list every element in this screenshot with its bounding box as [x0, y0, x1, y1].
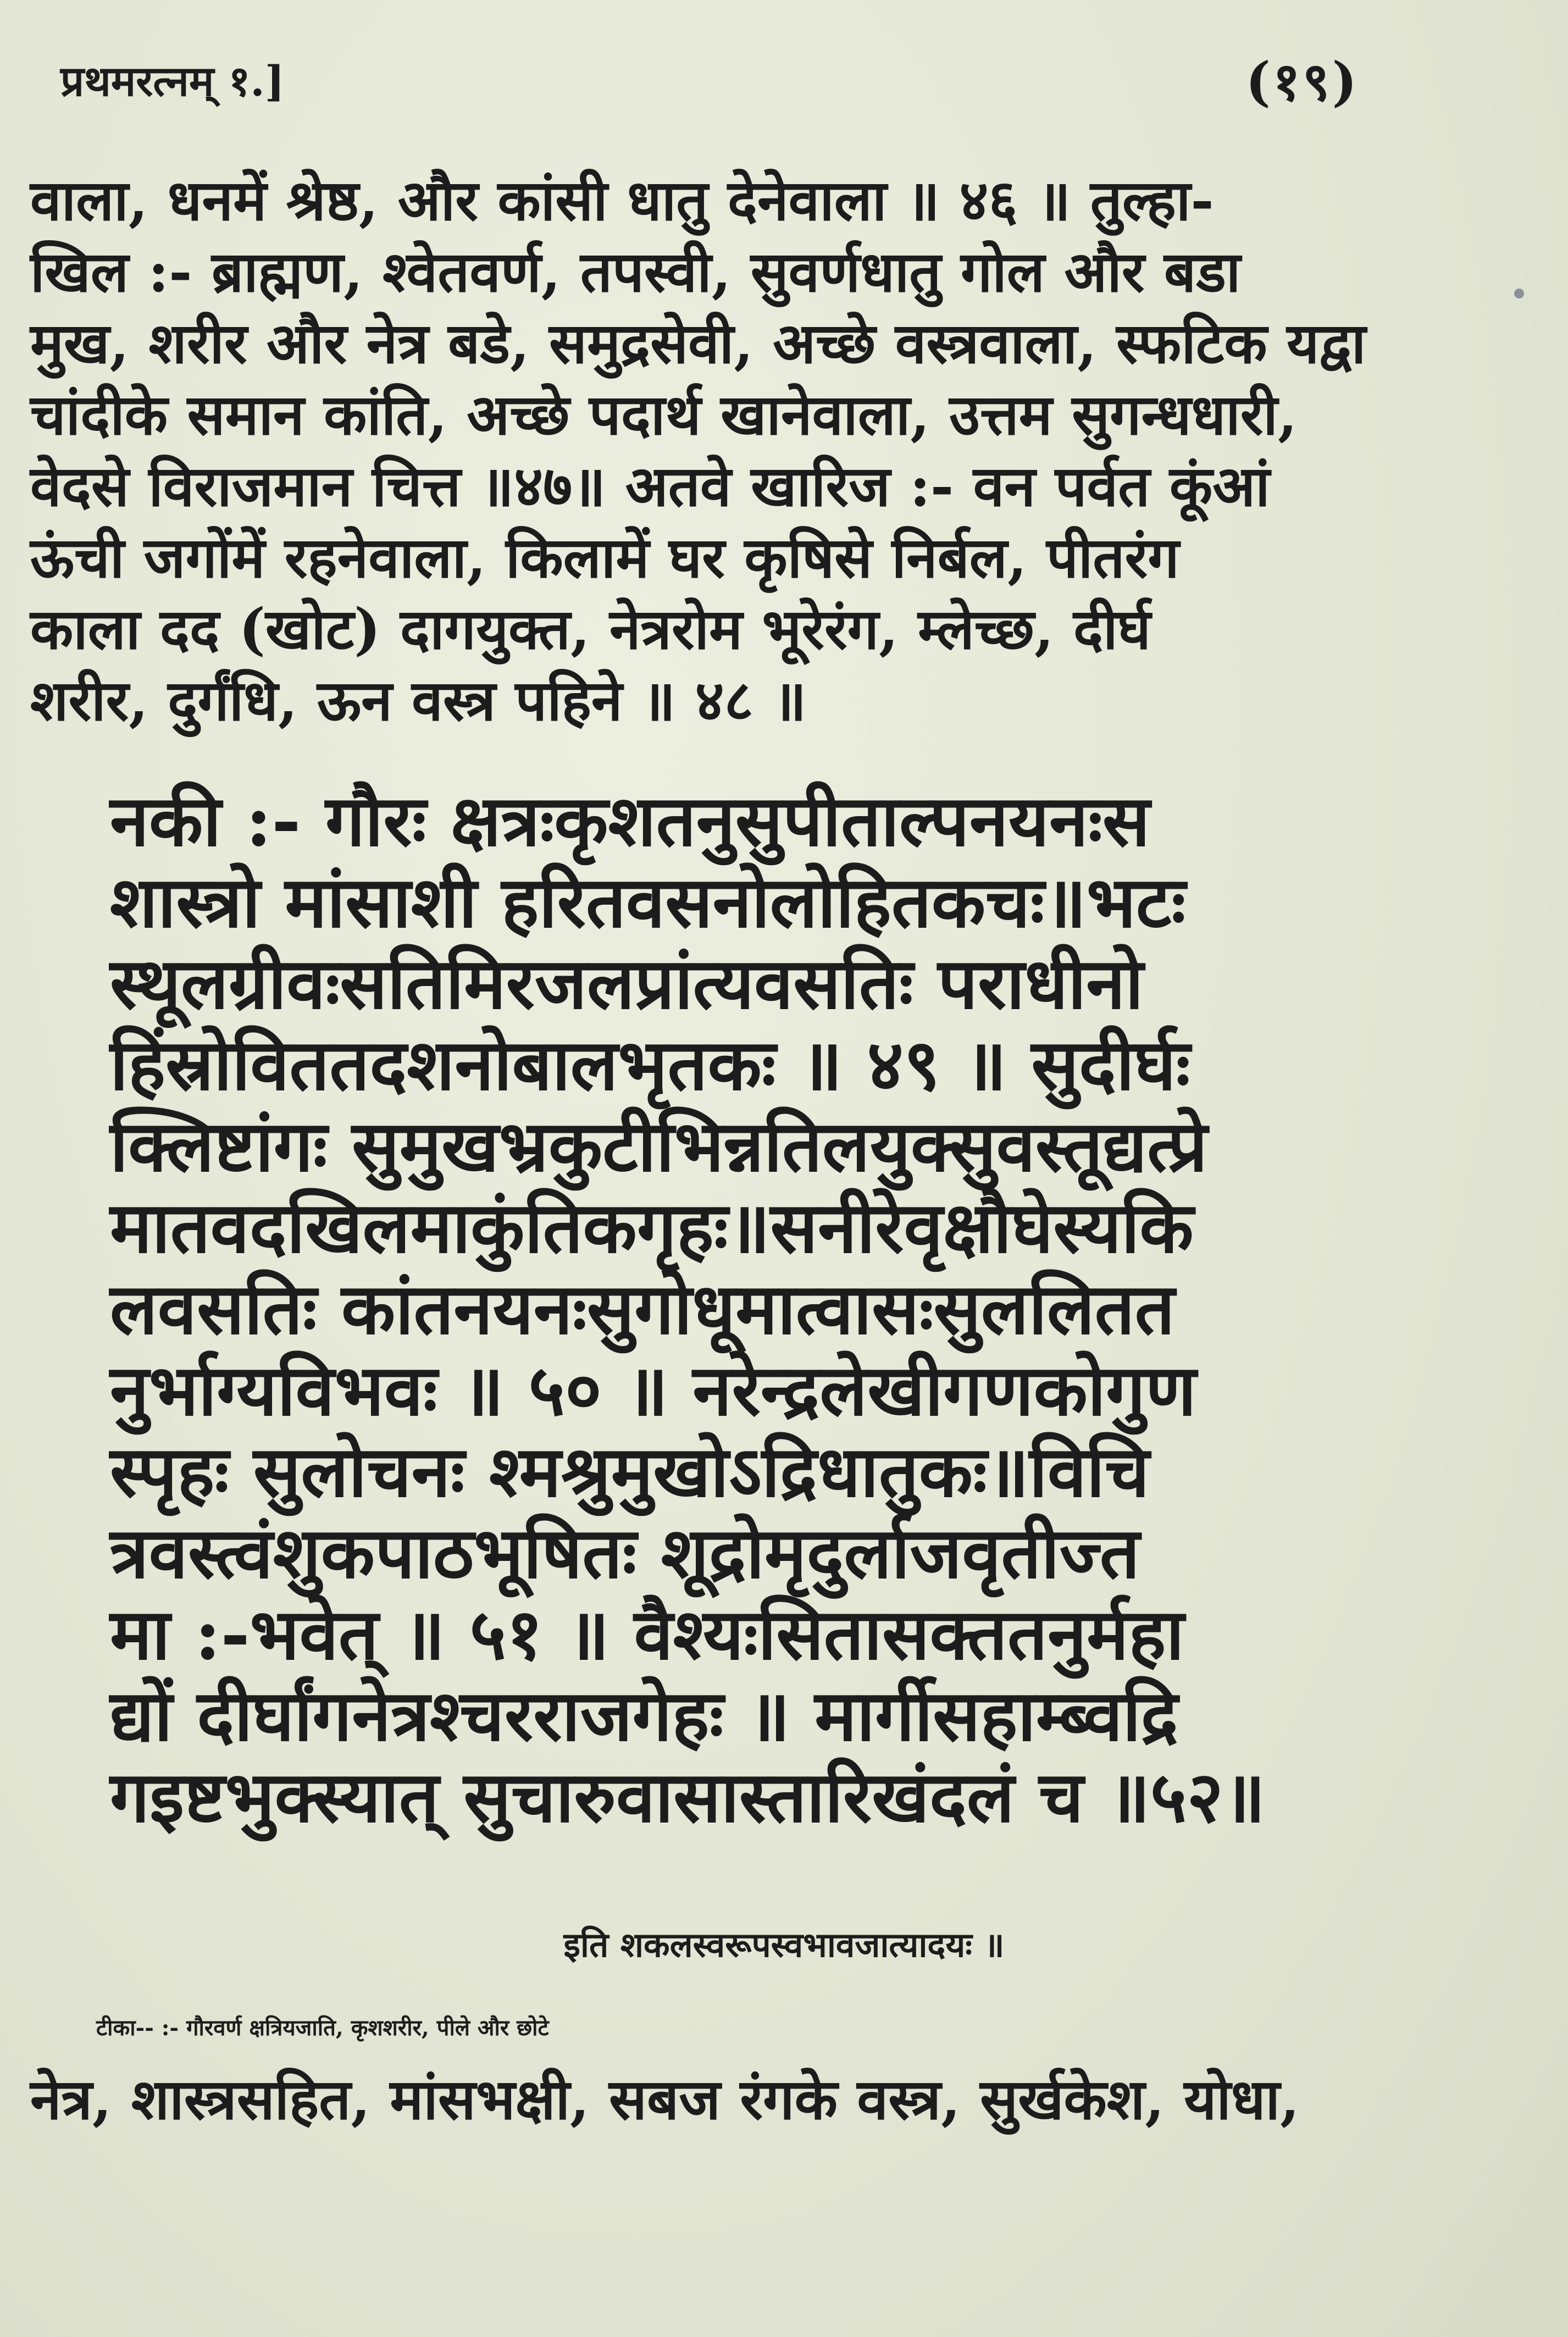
verse-line: नुर्भाग्यविभवः ॥ ५० ॥ नरेन्द्रलेखीगणकोगुण: [110, 1349, 1196, 1432]
text-line: मुख, शरीर और नेत्र बडे, समुद्रसेवी, अच्छे वस्त्रवाला, स्फटिक यद्वा: [30, 311, 1366, 376]
verse-line: स्पृहः सुलोचनः श्मश्रुमुखोऽद्रिधातुकः॥विचि: [110, 1431, 1150, 1513]
verse-line: गइष्टभुक्स्यात् सुचारुवासास्तारिखंदलं च ॥५२॥: [110, 1756, 1266, 1838]
verse-line: मा :-भवेत् ॥ ५१ ॥ वैश्यःसितासक्ततनुर्महा: [110, 1593, 1184, 1676]
verse-line: द्यों दीर्घांगनेत्रश्चरराजगेहः ॥ मार्गीसहाम्ब्वद्रि: [110, 1675, 1178, 1757]
text-line: ऊंची जगोंमें रहनेवाला, किलामें घर कृषिसे निर्बल, पीतरंग: [30, 525, 1179, 591]
verse-line: त्रवस्त्वंशुकपाठभूषितः शूद्रोमृदुर्लाजवृतीज्त: [110, 1512, 1140, 1594]
verse-line: लवसतिः कांतनयनःसुगोधूमात्वासःसुललितत: [110, 1268, 1175, 1350]
verse-line: स्थूलग्रीवःसतिमिरजलप्रांत्यवसतिः पराधीनो: [110, 943, 1144, 1025]
commentary-paragraph: [30, 1992, 1388, 2135]
sanskrit-verse-block: [110, 780, 1286, 1838]
text-line: चांदीके समान कांति, अच्छे पदार्थ खानेवाला, उत्तम सुगन्धधारी,: [30, 382, 1298, 448]
text-line: काला दद (खोट) दागयुक्त, नेत्ररोम भूरेरंग, म्लेच्छ, दीर्घ: [30, 596, 1151, 662]
text-line: नेत्र, शास्त्रसहित, मांसभक्षी, सबज रंगके वस्त्र, सुर्खकेश, योधा,: [30, 2067, 1300, 2133]
text-line: शरीर, दुर्गंधि, ऊन वस्त्र पहिने ॥ ४८ ॥: [30, 668, 807, 734]
verse-line: शास्त्रो मांसाशी हरितवसनोलोहितकचः॥भटः: [110, 861, 1186, 944]
page-number: (१९): [1245, 50, 1359, 113]
text-line: वाला, धनमें श्रेष्ठ, और कांसी धातु देनेवाला ॥ ४६ ॥ तुल्हा-: [30, 168, 1214, 234]
verse-line: नकी :- गौरः क्षत्रःकृशतनुसुपीताल्पनयनःस: [110, 780, 1150, 862]
section-title: प्रथमरत्नम् १.]: [60, 56, 285, 106]
ink-dot: [1514, 289, 1524, 298]
verse-line: क्लिष्टांगः सुमुखभ्रकुटीभिन्नतिलयुक्सुवस्तूद्यत्प्रे: [110, 1105, 1208, 1188]
page-header: [60, 44, 1359, 115]
verse-line: मातवदखिलमाकुंतिकगृहः॥सनीरेवृक्षौघेस्यकि: [110, 1187, 1194, 1269]
verse-line: हिंस्रोविततदशनोबालभृतकः ॥ ४९ ॥ सुदीर्घः: [110, 1024, 1190, 1106]
text-line: वेदसे विराजमान चित्त ॥४७॥ अतवे खारिज :- वन पर्वत कूंआं: [30, 453, 1270, 519]
text-line: टीका-- :- गौरवर्ण क्षत्रियजाति, कृशशरीर, पीले और छोटे: [96, 2015, 549, 2041]
intro-paragraph: [30, 165, 1388, 736]
text-line: खिल :- ब्राह्मण, श्वेतवर्ण, तपस्वी, सुवर्णधातु गोल और बडा: [30, 239, 1241, 305]
section-caption: इति शकलस्वरूपस्वभावजात्यादयः ॥: [563, 1925, 1005, 1965]
